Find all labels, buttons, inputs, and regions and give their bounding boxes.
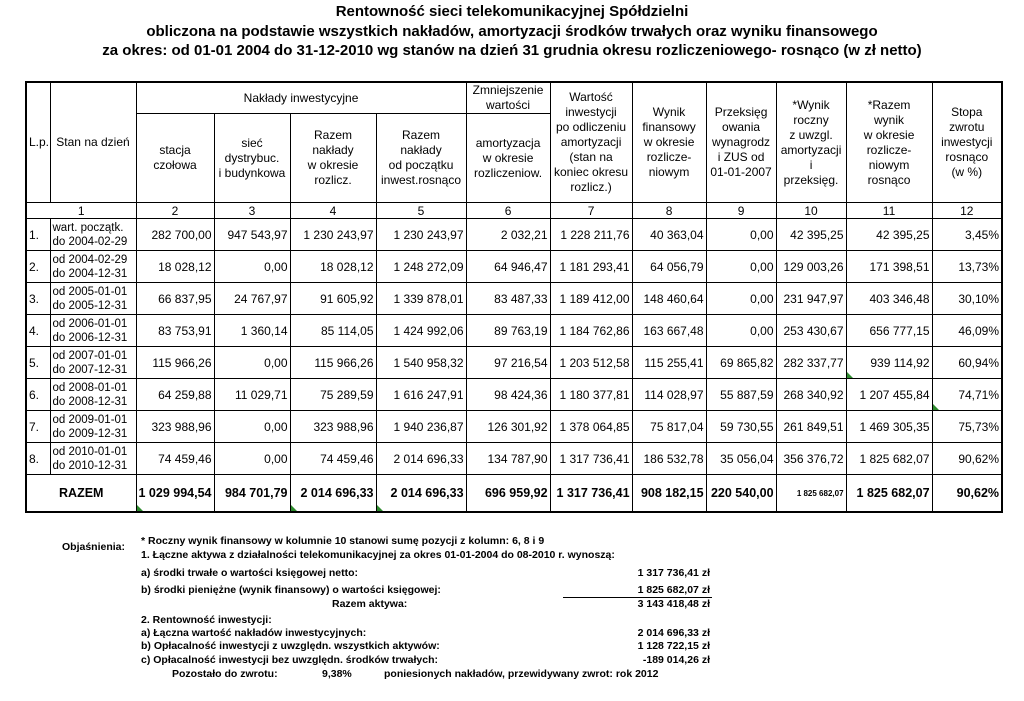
cell-razem-wynik: 403 346,48: [846, 283, 932, 315]
cell-siec: 11 029,71: [214, 379, 290, 411]
note-r-c-value: -189 014,26 zł: [642, 654, 710, 666]
cell-razem-wynik: 171 398,51: [846, 251, 932, 283]
cell-wynik-roczny: 261 849,51: [776, 411, 846, 443]
cell-wynik-roczny: 356 376,72: [776, 443, 846, 475]
cell-amortyzacja: 98 424,36: [466, 379, 550, 411]
col-number: 5: [376, 203, 466, 219]
note-r-a-value: 2 014 696,33 zł: [637, 627, 710, 639]
header-zmniejszenie: Zmniejszenie wartości: [466, 82, 550, 114]
cell-razem-okres: 115 966,26: [290, 347, 376, 379]
cell-wynik: 186 532,78: [632, 443, 706, 475]
cell-razem-pocz: 1 540 958,32: [376, 347, 466, 379]
header-wynik-roczny: *Wynik roczny z uwzgl. amortyzacji i przeksięg.: [776, 82, 846, 203]
cell-wynik: 75 817,04: [632, 411, 706, 443]
cell-stopa: 90,62%: [932, 443, 1002, 475]
title-line-3: za okres: od 01-01 2004 do 31-12-2010 wg stanów na dzień 31 grudnia okresu rozliczeniowego- rosnąco (w zł netto): [102, 42, 922, 59]
cell-stacja: 282 700,00: [136, 219, 214, 251]
row-lp: 5.: [26, 347, 50, 379]
cell-razem-wynik: 1 825 682,07: [846, 443, 932, 475]
cell-razem-okres: 91 605,92: [290, 283, 376, 315]
cell-razem-okres: 1 230 243,97: [290, 219, 376, 251]
total-label: RAZEM: [26, 475, 136, 513]
header-przeksieg: Przeksięg owania wynagrodz i ZUS od 01-01-2007: [706, 82, 776, 203]
cell-wynik: 148 460,64: [632, 283, 706, 315]
cell-stopa: 46,09%: [932, 315, 1002, 347]
header-stopa: Stopa zwrotu inwestycji rosnąco (w %): [932, 82, 1002, 203]
total-stacja: 1 029 994,54: [136, 475, 214, 513]
title-line-1: Rentowność sieci telekomunikacyjnej Spółdzielni: [335, 3, 689, 20]
cell-stacja: 83 753,91: [136, 315, 214, 347]
row-lp: 8.: [26, 443, 50, 475]
cell-siec: 1 360,14: [214, 315, 290, 347]
cell-razem-wynik: 656 777,15: [846, 315, 932, 347]
cell-wynik: 163 667,48: [632, 315, 706, 347]
cell-razem-pocz: 1 940 236,87: [376, 411, 466, 443]
cell-wartosc: 1 181 293,41: [550, 251, 632, 283]
total-wynik: 908 182,15: [632, 475, 706, 513]
note-0: * Roczny wynik finansowy w kolumnie 10 stanowi sumę pozycji z kolumn: 6, 8 i 9: [141, 535, 545, 547]
note-2: 2. Rentowność inwestycji:: [141, 614, 272, 626]
col-number: 1: [26, 203, 136, 219]
header-naklady-group: Nakłady inwestycyjne: [136, 82, 466, 114]
cell-razem-okres: 85 114,05: [290, 315, 376, 347]
row-period-line: od 2007-01-01: [52, 349, 128, 362]
header-stacja: stacja czołowa: [136, 114, 214, 203]
cell-przeksieg: 35 056,04: [706, 443, 776, 475]
cell-przeksieg: 0,00: [706, 251, 776, 283]
cell-siec: 0,00: [214, 411, 290, 443]
total-wynik-roczny: 1 825 682,07: [776, 475, 846, 513]
cell-razem-pocz: 1 248 272,09: [376, 251, 466, 283]
cell-przeksieg: 69 865,82: [706, 347, 776, 379]
cell-amortyzacja: 2 032,21: [466, 219, 550, 251]
notes-label: Objaśnienia:: [62, 541, 126, 553]
cell-amortyzacja: 97 216,54: [466, 347, 550, 379]
row-period-line: do 2010-12-31: [52, 459, 128, 472]
note-r-b-value: 1 128 722,15 zł: [637, 640, 710, 652]
cell-wartosc: 1 180 377,81: [550, 379, 632, 411]
col-number: 4: [290, 203, 376, 219]
col-number: 3: [214, 203, 290, 219]
cell-stopa: 60,94%: [932, 347, 1002, 379]
col-number: 8: [632, 203, 706, 219]
header-wynik: Wynik finansowy w okresie rozlicze- niowym: [632, 82, 706, 203]
row-lp: 3.: [26, 283, 50, 315]
cell-amortyzacja: 89 763,19: [466, 315, 550, 347]
total-przeksieg: 220 540,00: [706, 475, 776, 513]
row-period-line: od 2008-01-01: [52, 381, 128, 394]
cell-stacja: 18 028,12: [136, 251, 214, 283]
row-period-line: do 2009-12-31: [52, 427, 128, 440]
cell-wynik: 64 056,79: [632, 251, 706, 283]
cell-razem-okres: 323 988,96: [290, 411, 376, 443]
cell-razem-wynik: 42 395,25: [846, 219, 932, 251]
cell-razem-pocz: 2 014 696,33: [376, 443, 466, 475]
note-pozostalo-tail: poniesionych nakładów, przewidywany zwrot: rok 2012: [384, 668, 659, 680]
total-amortyzacja: 696 959,92: [466, 475, 550, 513]
total-siec: 984 701,79: [214, 475, 290, 513]
cell-razem-pocz: 1 616 247,91: [376, 379, 466, 411]
row-period-line: od 2004-02-29: [52, 253, 128, 266]
total-razem-wynik: 1 825 682,07: [846, 475, 932, 513]
cell-przeksieg: 0,00: [706, 219, 776, 251]
cell-wartosc: 1 184 762,86: [550, 315, 632, 347]
cell-wynik-roczny: 282 337,77: [776, 347, 846, 379]
row-lp: 7.: [26, 411, 50, 443]
cell-siec: 0,00: [214, 347, 290, 379]
cell-wartosc: 1 228 211,76: [550, 219, 632, 251]
note-1: 1. Łączne aktywa z działalności telekomunikacyjnej za okres 01-01-2004 do 08-2010 r. wynoszą:: [141, 549, 615, 561]
cell-przeksieg: 59 730,55: [706, 411, 776, 443]
cell-amortyzacja: 83 487,33: [466, 283, 550, 315]
cell-siec: 0,00: [214, 443, 290, 475]
row-period-line: do 2006-12-31: [52, 331, 128, 344]
cell-wynik-roczny: 129 003,26: [776, 251, 846, 283]
cell-wartosc: 1 317 736,41: [550, 443, 632, 475]
col-number: 7: [550, 203, 632, 219]
row-lp: 2.: [26, 251, 50, 283]
note-r-b-label: b) Opłacalność inwestycji z uwzględn. wszystkich aktywów:: [141, 640, 440, 652]
cell-razem-okres: 74 459,46: [290, 443, 376, 475]
cell-razem-wynik: 939 114,92: [846, 347, 932, 379]
row-period-line: do 2004-12-31: [52, 267, 128, 280]
col-number: 12: [932, 203, 1002, 219]
header-razem-wynik: *Razem wynik w okresie rozlicze- niowym rosnąco: [846, 82, 932, 203]
cell-amortyzacja: 64 946,47: [466, 251, 550, 283]
row-period-line: wart. początk.: [52, 221, 124, 234]
cell-stacja: 323 988,96: [136, 411, 214, 443]
cell-razem-okres: 75 289,59: [290, 379, 376, 411]
note-b-value: 1 825 682,07 zł: [637, 584, 710, 596]
row-period-line: od 2009-01-01: [52, 413, 128, 426]
cell-stopa: 3,45%: [932, 219, 1002, 251]
col-number: 9: [706, 203, 776, 219]
cell-stacja: 115 966,26: [136, 347, 214, 379]
cell-wartosc: 1 203 512,58: [550, 347, 632, 379]
col-number: 11: [846, 203, 932, 219]
cell-stopa: 74,71%: [932, 379, 1002, 411]
cell-stacja: 64 259,88: [136, 379, 214, 411]
row-period-line: do 2008-12-31: [52, 395, 128, 408]
cell-razem-pocz: 1 424 992,06: [376, 315, 466, 347]
cell-wartosc: 1 189 412,00: [550, 283, 632, 315]
cell-siec: 24 767,97: [214, 283, 290, 315]
cell-wynik: 115 255,41: [632, 347, 706, 379]
total-stopa: 90,62%: [932, 475, 1002, 513]
cell-stopa: 75,73%: [932, 411, 1002, 443]
col-number: 2: [136, 203, 214, 219]
cell-wynik: 40 363,04: [632, 219, 706, 251]
row-period-line: od 2005-01-01: [52, 285, 128, 298]
cell-amortyzacja: 126 301,92: [466, 411, 550, 443]
cell-stacja: 66 837,95: [136, 283, 214, 315]
cell-przeksieg: 55 887,59: [706, 379, 776, 411]
cell-stopa: 30,10%: [932, 283, 1002, 315]
cell-przeksieg: 0,00: [706, 315, 776, 347]
header-siec: sieć dystrybuc. i budynkowa: [214, 114, 290, 203]
row-lp: 6.: [26, 379, 50, 411]
cell-wynik-roczny: 231 947,97: [776, 283, 846, 315]
total-razem-pocz: 2 014 696,33: [376, 475, 466, 513]
note-a-label: a) środki trwałe o wartości księgowej netto:: [141, 567, 359, 579]
row-period-line: do 2007-12-31: [52, 363, 128, 376]
cell-przeksieg: 0,00: [706, 283, 776, 315]
cell-razem-wynik: 1 469 305,35: [846, 411, 932, 443]
cell-razem-pocz: 1 230 243,97: [376, 219, 466, 251]
header-lp: L.p.: [26, 82, 50, 203]
header-wartosc: Wartość inwestycji po odliczeniu amortyzacji (stan na koniec okresu rozlicz.): [550, 82, 632, 203]
row-period-line: od 2010-01-01: [52, 445, 128, 458]
cell-wynik: 114 028,97: [632, 379, 706, 411]
note-pozostalo-label: Pozostało do zwrotu:: [172, 668, 278, 680]
note-b-label: b) środki pieniężne (wynik finansowy) o wartości księgowej:: [141, 584, 441, 596]
cell-siec: 947 543,97: [214, 219, 290, 251]
total-wartosc: 1 317 736,41: [550, 475, 632, 513]
cell-wartosc: 1 378 064,85: [550, 411, 632, 443]
col-number: 10: [776, 203, 846, 219]
cell-stacja: 74 459,46: [136, 443, 214, 475]
cell-razem-wynik: 1 207 455,84: [846, 379, 932, 411]
cell-siec: 0,00: [214, 251, 290, 283]
cell-wynik-roczny: 253 430,67: [776, 315, 846, 347]
note-razem-label: Razem aktywa:: [332, 598, 408, 610]
cell-razem-pocz: 1 339 878,01: [376, 283, 466, 315]
note-r-c-label: c) Opłacalność inwestycji bez uwzględn. środków trwałych:: [141, 654, 438, 666]
header-amortyzacja: amortyzacja w okresie rozliczeniow.: [466, 114, 550, 203]
note-a-value: 1 317 736,41 zł: [637, 567, 710, 579]
col-number: 6: [466, 203, 550, 219]
cell-wynik-roczny: 268 340,92: [776, 379, 846, 411]
header-stan: Stan na dzień: [50, 82, 136, 203]
title-line-2: obliczona na podstawie wszystkich nakładów, amortyzacji środków trwałych oraz wyniku finansowego: [146, 22, 878, 40]
header-razem-okres: Razem nakłady w okresie rozlicz.: [290, 114, 376, 203]
row-period-line: do 2004-02-29: [52, 235, 128, 248]
cell-stopa: 13,73%: [932, 251, 1002, 283]
row-period-line: od 2006-01-01: [52, 317, 128, 330]
cell-razem-okres: 18 028,12: [290, 251, 376, 283]
note-pozostalo-value: 9,38%: [322, 668, 352, 680]
total-razem-okres: 2 014 696,33: [290, 475, 376, 513]
cell-wynik-roczny: 42 395,25: [776, 219, 846, 251]
row-lp: 1.: [26, 219, 50, 251]
cell-amortyzacja: 134 787,90: [466, 443, 550, 475]
row-period-line: do 2005-12-31: [52, 299, 128, 312]
note-razem-value: 3 143 418,48 zł: [637, 598, 710, 610]
note-r-a-label: a) Łączna wartość nakładów inwestycyjnych:: [141, 627, 367, 639]
header-razem-pocz: Razem nakłady od początku inwest.rosnąco: [376, 114, 466, 203]
row-lp: 4.: [26, 315, 50, 347]
